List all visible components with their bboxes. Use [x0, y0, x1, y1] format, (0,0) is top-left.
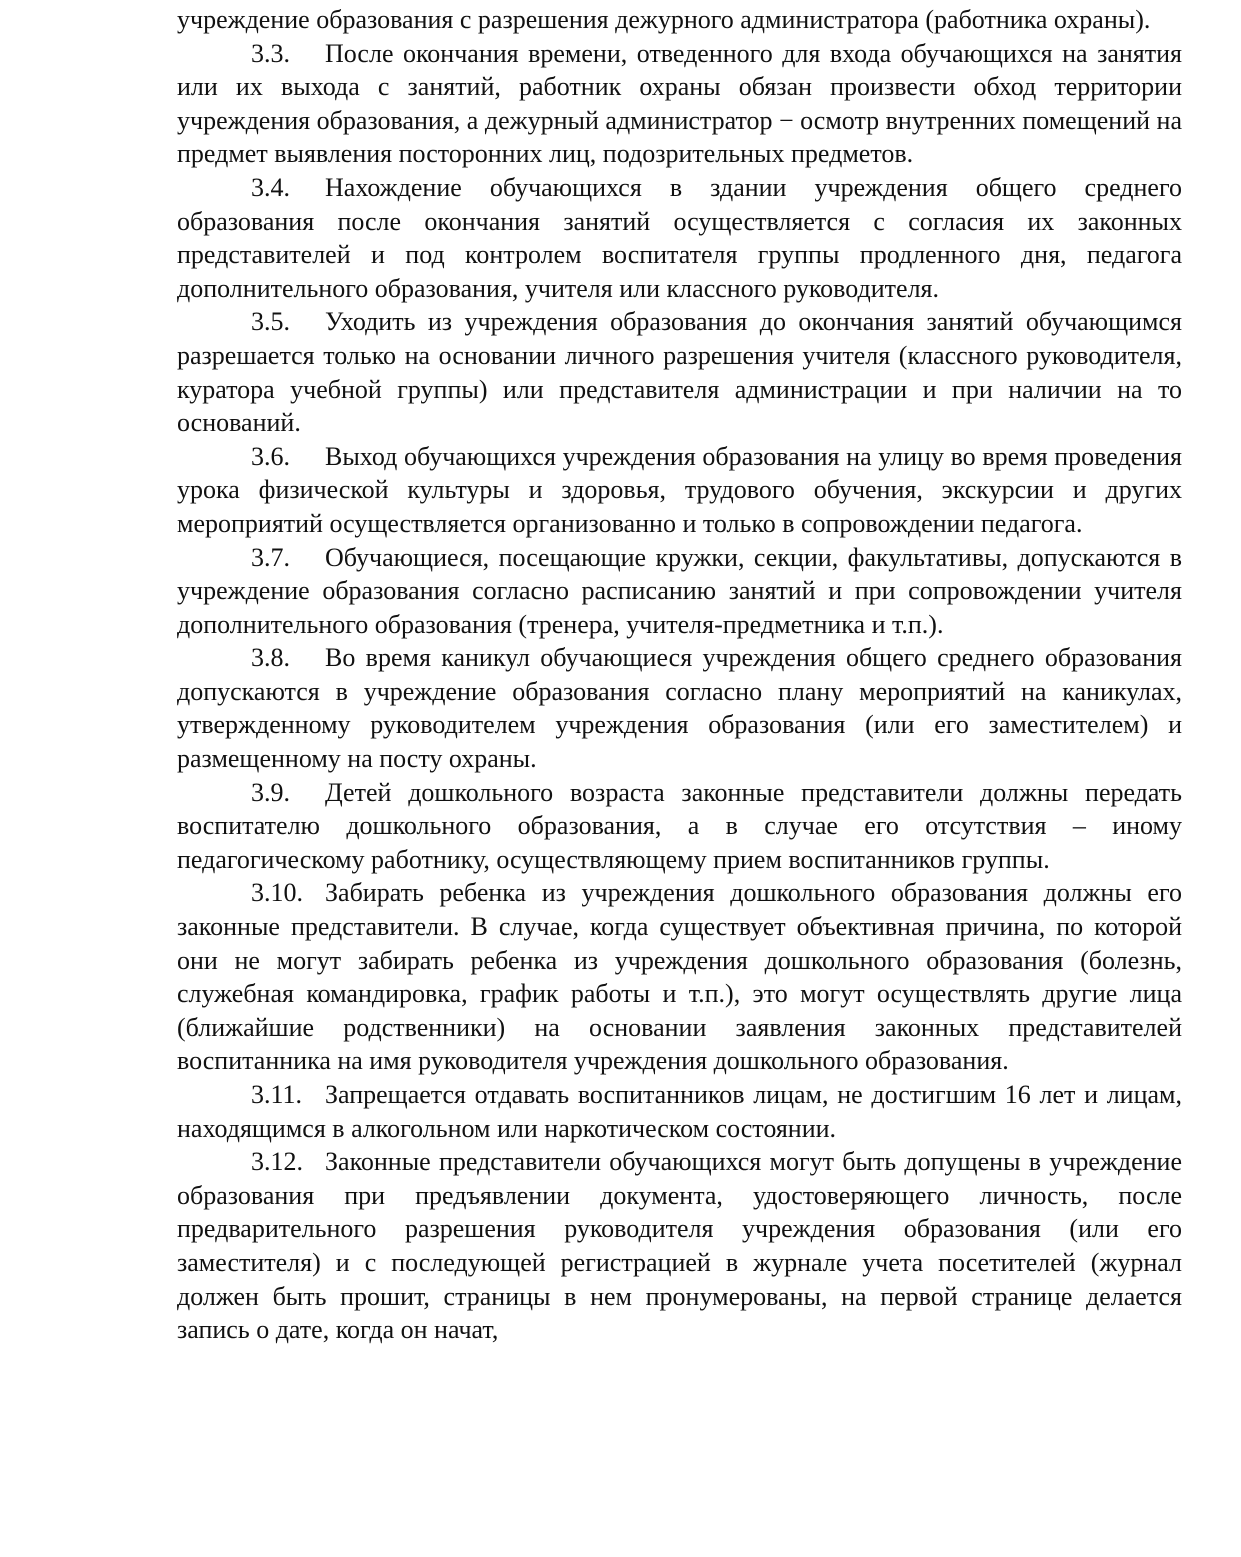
paragraph-3-11: [177, 1078, 1182, 1145]
paragraph-text: Во время каникул обучающиеся учреждения общего среднего образования допускаются в учреждение образования согласно плану мероприятий на каникулах, утвержденному руководителем учреждения образования (или его заместителем) и размещенному на посту охраны.: [177, 643, 1182, 774]
paragraph-number: 3.11.: [251, 1080, 303, 1109]
paragraph-number: 3.7.: [251, 542, 290, 572]
paragraph-number: 3.12.: [251, 1147, 303, 1177]
paragraph-3-3: [177, 37, 1182, 171]
paragraph-number: 3.9.: [251, 777, 290, 807]
paragraph-number: 3.8.: [251, 643, 290, 673]
paragraph-continuation: [177, 3, 1182, 37]
paragraph-text: Уходить из учреждения образования до окончания занятий обучающимся разрешается только на основании личного разрешения учителя (классного руководителя, куратора учебной группы) или представителя администрации и при наличии на то оснований.: [177, 307, 1182, 438]
paragraph-number: 3.3.: [251, 38, 290, 68]
paragraph-text: учреждение образования с разрешения дежурного администратора (работника охраны).: [177, 5, 1151, 34]
paragraph-3-12: [177, 1145, 1182, 1347]
paragraph-number: 3.4.: [251, 172, 290, 202]
paragraph-3-7: [177, 541, 1182, 642]
paragraph-text: Выход обучающихся учреждения образования на улицу во время проведения урока физической культуры и здоровья, трудового обучения, экскурсии и других мероприятий осуществляется организованно и только в сопровождении педагога.: [177, 441, 1182, 538]
paragraph-number: 3.10.: [251, 878, 303, 908]
paragraph-text: Детей дошкольного возраста законные представители должны передать воспитателю дошкольного образования, а в случае его отсутствия – иному педагогическому работнику, осуществляющему прием воспитанников группы.: [177, 777, 1182, 874]
paragraph-text: Нахождение обучающихся в здании учреждения общего среднего образования после окончания занятий осуществляется с согласия их законных представителей и под контролем воспитателя группы продленного дня, педагога дополнительного образования, учителя или классного руководителя.: [177, 172, 1182, 303]
paragraph-text: После окончания времени, отведенного для входа обучающихся на занятия или их выхода с занятий, работник охраны обязан произвести обход территории учреждения образования, а дежурный администратор − осмотр внутренних помещений на предмет выявления посторонних лиц, подозрительных предметов.: [177, 38, 1182, 169]
paragraph-text: Забирать ребенка из учреждения дошкольного образования должны его законные представители. В случае, когда существует объективная причина, по которой они не могут забирать ребенка из учреждения дошкольного образования (болезнь, служебная командировка, график работы и т.п.), это могут осуществлять другие лица (ближайшие родственники) на основании заявления законных представителей воспитанника на имя руководителя учреждения дошкольного образования.: [177, 878, 1182, 1076]
paragraph-3-5: [177, 305, 1182, 439]
paragraph-3-8: [177, 641, 1182, 775]
paragraph-text: Обучающиеся, посещающие кружки, секции, факультативы, допускаются в учреждение образования согласно расписанию занятий и при сопровождении учителя дополнительного образования (тренера, учителя-предметника и т.п.).: [177, 542, 1182, 639]
paragraph-3-9: [177, 776, 1182, 877]
paragraph-text: Законные представители обучающихся могут быть допущены в учреждение образования при предъявлении документа, удостоверяющего личность, после предварительного разрешения руководителя учреждения образования (или его заместителя) и с последующей регистрацией в журнале учета посетителей (журнал должен быть прошит, страницы в нем пронумерованы, на первой странице делается запись о дате, когда он начат,: [177, 1147, 1182, 1345]
paragraph-3-6: [177, 440, 1182, 541]
paragraph-3-10: [177, 876, 1182, 1078]
document-page: [177, 3, 1182, 1347]
paragraph-text: Запрещается отдавать воспитанников лицам, не достигшим 16 лет и лицам, находящимся в алкогольном или наркотическом состоянии.: [177, 1080, 1182, 1143]
paragraph-number: 3.5.: [251, 307, 290, 337]
paragraph-number: 3.6.: [251, 441, 290, 471]
paragraph-3-4: [177, 171, 1182, 305]
